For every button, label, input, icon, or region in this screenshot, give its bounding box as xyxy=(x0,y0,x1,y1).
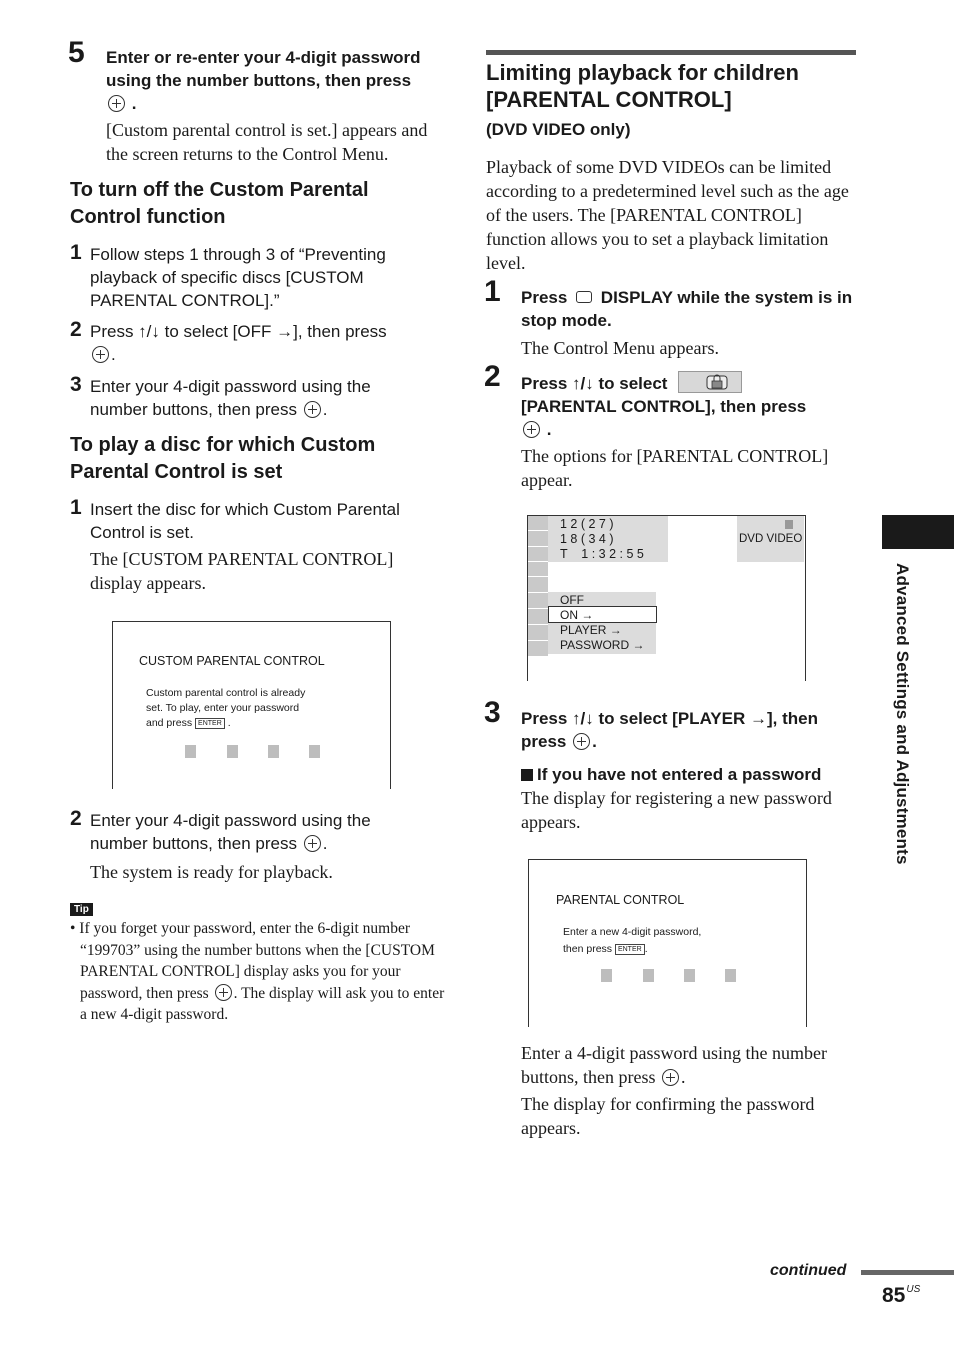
password-digit-slot xyxy=(309,745,320,758)
password-digit-slot xyxy=(643,969,654,982)
step-instruction: Press ↑/↓ to select [PLAYER →], then press . xyxy=(521,709,818,751)
password-digit-slot xyxy=(185,745,196,758)
enter-icon xyxy=(662,1069,679,1086)
step-result: The options for [PARENTAL CONTROL] appear. xyxy=(521,446,829,490)
continued-label: continued xyxy=(770,1262,847,1279)
option-password[interactable]: PASSWORD → xyxy=(560,638,645,652)
tip-badge: Tip xyxy=(70,903,93,916)
step-number: 3 xyxy=(484,696,501,729)
enter-key-icon: ENTER xyxy=(195,718,225,729)
password-digit-slot xyxy=(227,745,238,758)
after-text: Enter a 4-digit password using the number buttons, then press . xyxy=(521,1043,827,1087)
section-heading: To turn off the Custom Parental Control function xyxy=(70,179,369,228)
password-digit-slot xyxy=(601,969,612,982)
step-result: The [CUSTOM PARENTAL CONTROL] display appears. xyxy=(90,549,394,593)
enter-icon xyxy=(304,835,321,852)
step-instruction: Press DISPLAY while the system is in stop mode. xyxy=(521,288,853,330)
page-number: $85^{US}$ xyxy=(882,1284,921,1307)
section-subtitle: (DVD VIDEO only) xyxy=(486,120,631,139)
menu-icon-column xyxy=(528,516,548,656)
step-instruction: Press ↑/↓ to select [PARENTAL CONTROL], then press . xyxy=(521,371,861,441)
step-number: 5 xyxy=(68,36,85,69)
option-on[interactable]: ON → xyxy=(560,608,594,622)
step-number: 1 xyxy=(70,241,82,264)
continued-rule xyxy=(861,1270,954,1275)
enter-icon xyxy=(92,346,109,363)
password-registration-screen xyxy=(528,859,807,1027)
password-digit-slot xyxy=(684,969,695,982)
password-digit-slot xyxy=(268,745,279,758)
screen-title: CUSTOM PARENTAL CONTROL xyxy=(139,654,325,668)
password-digit-slot xyxy=(725,969,736,982)
step-result: [Custom parental control is set.] appears and the screen returns to the Control Menu. xyxy=(106,120,428,164)
enter-icon xyxy=(523,421,540,438)
option-player[interactable]: PLAYER → xyxy=(560,623,622,637)
section-rule xyxy=(486,50,856,55)
step-number: 1 xyxy=(484,275,501,308)
indicator-icon xyxy=(785,520,793,529)
step-number: 2 xyxy=(484,360,501,393)
step-text: Insert the disc for which Custom Parental Control is set. xyxy=(90,500,400,542)
option-off[interactable]: OFF xyxy=(560,593,584,607)
step-instruction: Enter or re-enter your 4-digit password using the number buttons, then press . xyxy=(106,48,421,113)
region-code: US xyxy=(906,1284,921,1295)
display-button-icon xyxy=(576,291,592,303)
section-tab-marker xyxy=(882,515,954,549)
enter-icon xyxy=(573,733,590,750)
screen-title: PARENTAL CONTROL xyxy=(556,893,685,907)
step-result: The system is ready for playback. xyxy=(90,862,333,882)
enter-key-icon: ENTER xyxy=(615,944,645,955)
step-text: Press ↑/↓ to select [OFF →], then press . xyxy=(90,322,387,364)
info-text: 1 2 ( 2 7 ) 1 8 ( 3 4 ) T 1 : 3 2 : 5 5 xyxy=(560,517,644,561)
section-heading: To play a disc for which Custom Parental Control is set xyxy=(70,434,376,483)
enter-icon xyxy=(215,984,232,1001)
parental-control-icon xyxy=(678,371,742,393)
sub-heading: If you have not entered a password xyxy=(521,763,821,786)
options-list xyxy=(560,593,644,653)
step-number: 3 xyxy=(70,373,82,396)
step-number: 2 xyxy=(70,318,82,341)
step-text: Enter your 4-digit password using the number buttons, then press . xyxy=(90,377,371,419)
sub-text: The display for registering a new password appears. xyxy=(521,788,832,832)
control-menu-screen xyxy=(527,515,806,681)
step-text: Follow steps 1 through 3 of “Preventing playback of specific discs [CUSTOM PARENTAL CONTROL].” xyxy=(90,245,386,310)
screen-message: Enter a new 4-digit password, then press ENTER . xyxy=(563,926,702,955)
disc-type-badge: DVD VIDEO xyxy=(739,533,803,545)
screen-message: Custom parental control is already set. To play, enter your password and press ENTER . xyxy=(146,687,306,729)
after-text: The display for confirming the password appears. xyxy=(521,1094,815,1138)
custom-parental-control-screen xyxy=(112,621,391,789)
step-result: The Control Menu appears. xyxy=(521,338,719,358)
intro-paragraph: Playback of some DVD VIDEOs can be limited according to a predetermined level such as the age of the users. The [PARENTAL CONTROL] function allows you to set a playback limitation level. xyxy=(486,157,849,273)
tip-text: • If you forget your password, enter the 6-digit number “199703” using the number buttons when the [CUSTOM PARENTAL CONTROL] display asks you for your password, then press . The display will ask you to enter a new 4-digit password. xyxy=(70,920,445,1023)
enter-icon xyxy=(304,401,321,418)
step-number: 1 xyxy=(70,496,82,519)
section-title: Limiting playback for children [PARENTAL CONTROL] xyxy=(486,60,799,112)
step-text: Enter your 4-digit password using the number buttons, then press . xyxy=(90,811,371,853)
side-tab-label: Advanced Settings and Adjustments xyxy=(893,563,912,865)
enter-icon xyxy=(108,95,125,112)
step-number: 2 xyxy=(70,807,82,830)
square-bullet-icon xyxy=(521,769,533,781)
